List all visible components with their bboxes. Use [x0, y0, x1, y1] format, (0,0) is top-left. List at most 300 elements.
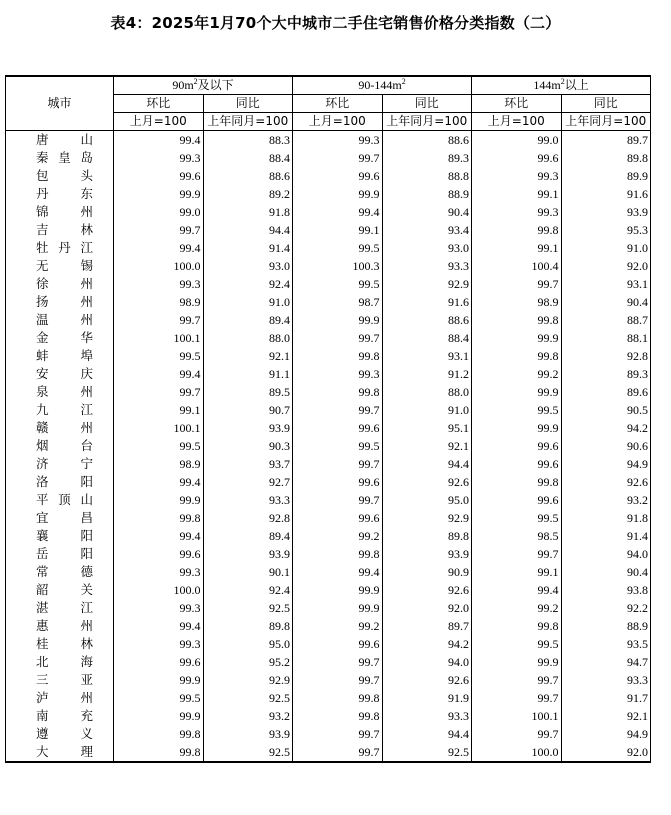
index-value-cell: 93.9 — [203, 419, 293, 437]
index-value-cell: 88.9 — [382, 185, 472, 203]
table-row — [6, 689, 651, 707]
index-value-cell: 90.1 — [203, 563, 293, 581]
index-value-cell: 99.8 — [472, 221, 562, 239]
table-row — [6, 149, 651, 167]
index-value-cell: 91.9 — [382, 689, 472, 707]
index-value-cell: 93.1 — [382, 347, 472, 365]
index-value-cell: 99.9 — [114, 491, 204, 509]
index-value-cell: 94.4 — [203, 221, 293, 239]
index-value-cell: 99.3 — [293, 365, 383, 383]
index-value-cell: 99.5 — [114, 437, 204, 455]
index-value-cell: 99.9 — [472, 383, 562, 401]
index-value-cell: 98.7 — [293, 293, 383, 311]
index-value-cell: 89.5 — [203, 383, 293, 401]
index-value-cell: 99.7 — [472, 275, 562, 293]
index-value-cell: 99.4 — [472, 581, 562, 599]
index-value-cell: 88.0 — [382, 383, 472, 401]
index-value-cell: 93.8 — [561, 581, 651, 599]
city-name-cell: 泸州 — [6, 689, 114, 707]
index-value-cell: 99.8 — [293, 545, 383, 563]
city-name-cell: 唐山 — [6, 131, 114, 150]
index-value-cell: 99.8 — [114, 725, 204, 743]
index-value-cell: 99.7 — [114, 383, 204, 401]
index-value-cell: 89.7 — [382, 617, 472, 635]
index-value-cell: 93.5 — [561, 635, 651, 653]
table-body — [6, 131, 651, 763]
index-value-cell: 92.0 — [382, 599, 472, 617]
city-name-cell: 桂林 — [6, 635, 114, 653]
index-value-cell: 92.6 — [382, 581, 472, 599]
index-value-cell: 89.2 — [203, 185, 293, 203]
index-value-cell: 99.2 — [472, 599, 562, 617]
index-value-cell: 99.9 — [293, 185, 383, 203]
table-row — [6, 635, 651, 653]
sub-header-yoy: 同比 — [561, 95, 651, 113]
index-value-cell: 100.0 — [472, 743, 562, 762]
index-value-cell: 99.6 — [472, 491, 562, 509]
table-row — [6, 293, 651, 311]
table-row — [6, 257, 651, 275]
index-value-cell: 100.0 — [114, 581, 204, 599]
index-value-cell: 95.1 — [382, 419, 472, 437]
index-value-cell: 94.7 — [561, 653, 651, 671]
table-header — [6, 76, 651, 131]
index-value-cell: 95.2 — [203, 653, 293, 671]
index-value-cell: 99.9 — [114, 185, 204, 203]
table-row — [6, 167, 651, 185]
index-value-cell: 88.9 — [561, 617, 651, 635]
index-value-cell: 93.4 — [382, 221, 472, 239]
index-value-cell: 88.4 — [382, 329, 472, 347]
index-value-cell: 99.2 — [293, 617, 383, 635]
index-value-cell: 99.4 — [114, 617, 204, 635]
index-value-cell: 99.5 — [293, 239, 383, 257]
index-value-cell: 93.3 — [382, 707, 472, 725]
index-value-cell: 100.1 — [114, 329, 204, 347]
index-value-cell: 93.3 — [561, 671, 651, 689]
index-value-cell: 91.8 — [561, 509, 651, 527]
index-value-cell: 99.6 — [472, 455, 562, 473]
index-value-cell: 99.6 — [293, 167, 383, 185]
index-value-cell: 94.2 — [382, 635, 472, 653]
index-value-cell: 99.9 — [472, 419, 562, 437]
index-value-cell: 90.4 — [561, 293, 651, 311]
index-value-cell: 99.8 — [293, 689, 383, 707]
index-value-cell: 89.4 — [203, 527, 293, 545]
index-value-cell: 99.5 — [293, 275, 383, 293]
index-value-cell: 90.7 — [203, 401, 293, 419]
table-row — [6, 185, 651, 203]
index-value-cell: 99.8 — [293, 347, 383, 365]
index-value-cell: 92.5 — [203, 599, 293, 617]
index-value-cell: 94.9 — [561, 725, 651, 743]
index-value-cell: 89.8 — [561, 149, 651, 167]
city-name-cell: 温州 — [6, 311, 114, 329]
index-value-cell: 99.9 — [293, 311, 383, 329]
table-row — [6, 455, 651, 473]
index-value-cell: 99.1 — [114, 401, 204, 419]
index-value-cell: 93.3 — [203, 491, 293, 509]
index-value-cell: 99.6 — [472, 149, 562, 167]
price-index-table — [5, 75, 651, 763]
index-value-cell: 92.5 — [382, 743, 472, 762]
city-name-cell: 济宁 — [6, 455, 114, 473]
index-value-cell: 99.7 — [472, 545, 562, 563]
index-value-cell: 91.6 — [561, 185, 651, 203]
index-value-cell: 94.4 — [382, 455, 472, 473]
index-value-cell: 99.8 — [114, 743, 204, 762]
index-value-cell: 98.9 — [472, 293, 562, 311]
index-value-cell: 88.8 — [382, 167, 472, 185]
index-value-cell: 93.0 — [382, 239, 472, 257]
index-value-cell: 98.9 — [114, 293, 204, 311]
index-value-cell: 99.3 — [114, 275, 204, 293]
index-value-cell: 88.7 — [561, 311, 651, 329]
city-name-cell: 包头 — [6, 167, 114, 185]
index-value-cell: 95.0 — [382, 491, 472, 509]
index-value-cell: 99.7 — [293, 743, 383, 762]
city-column-header: 城市 — [6, 76, 114, 131]
index-value-cell: 100.3 — [293, 257, 383, 275]
index-value-cell: 88.6 — [203, 167, 293, 185]
index-value-cell: 99.7 — [114, 311, 204, 329]
index-value-cell: 99.6 — [114, 545, 204, 563]
index-value-cell: 92.5 — [203, 743, 293, 762]
city-name-cell: 南充 — [6, 707, 114, 725]
city-name-cell: 宜昌 — [6, 509, 114, 527]
index-value-cell: 92.6 — [382, 671, 472, 689]
index-value-cell: 99.7 — [293, 725, 383, 743]
index-value-cell: 89.8 — [203, 617, 293, 635]
index-value-cell: 89.6 — [561, 383, 651, 401]
table-row — [6, 725, 651, 743]
index-value-cell: 89.3 — [561, 365, 651, 383]
index-value-cell: 99.0 — [472, 131, 562, 150]
index-value-cell: 91.4 — [561, 527, 651, 545]
index-value-cell: 100.0 — [114, 257, 204, 275]
index-value-cell: 99.7 — [293, 401, 383, 419]
city-name-cell: 扬州 — [6, 293, 114, 311]
index-value-cell: 99.4 — [293, 203, 383, 221]
index-value-cell: 92.8 — [561, 347, 651, 365]
index-value-cell: 99.4 — [114, 131, 204, 150]
index-value-cell: 92.4 — [203, 275, 293, 293]
index-value-cell: 99.7 — [293, 491, 383, 509]
table-row — [6, 419, 651, 437]
table-row — [6, 563, 651, 581]
table-row — [6, 491, 651, 509]
index-value-cell: 99.6 — [114, 167, 204, 185]
index-value-cell: 99.6 — [472, 437, 562, 455]
group-header-small: $90m^2$及以下 — [114, 76, 293, 95]
index-value-cell: 99.9 — [293, 581, 383, 599]
index-value-cell: 91.1 — [203, 365, 293, 383]
index-value-cell: 99.6 — [293, 419, 383, 437]
index-value-cell: 99.1 — [293, 221, 383, 239]
city-name-cell: 常德 — [6, 563, 114, 581]
index-value-cell: 99.9 — [472, 653, 562, 671]
city-name-cell: 九江 — [6, 401, 114, 419]
index-value-cell: 93.9 — [203, 725, 293, 743]
table-row — [6, 221, 651, 239]
index-value-cell: 91.7 — [561, 689, 651, 707]
index-value-cell: 99.1 — [472, 563, 562, 581]
table-row — [6, 671, 651, 689]
index-value-cell: 93.2 — [561, 491, 651, 509]
city-name-cell: 秦皇岛 — [6, 149, 114, 167]
index-value-cell: 92.6 — [561, 473, 651, 491]
sub-header-mom: 环比 — [114, 95, 204, 113]
index-value-cell: 91.0 — [561, 239, 651, 257]
table-row — [6, 329, 651, 347]
city-name-cell: 丹东 — [6, 185, 114, 203]
index-value-cell: 99.6 — [114, 653, 204, 671]
index-value-cell: 88.4 — [203, 149, 293, 167]
base-header-mom: 上月=100 — [114, 113, 204, 131]
index-value-cell: 91.4 — [203, 239, 293, 257]
index-value-cell: 99.3 — [472, 203, 562, 221]
index-value-cell: 99.7 — [293, 329, 383, 347]
table-row — [6, 311, 651, 329]
sub-header-yoy: 同比 — [382, 95, 472, 113]
table-row — [6, 743, 651, 762]
index-value-cell: 92.8 — [203, 509, 293, 527]
table-row — [6, 581, 651, 599]
index-value-cell: 95.0 — [203, 635, 293, 653]
index-value-cell: 99.4 — [114, 527, 204, 545]
index-value-cell: 94.0 — [382, 653, 472, 671]
index-value-cell: 99.4 — [114, 365, 204, 383]
index-value-cell: 98.5 — [472, 527, 562, 545]
index-value-cell: 91.6 — [382, 293, 472, 311]
index-value-cell: 99.8 — [472, 473, 562, 491]
city-name-cell: 韶关 — [6, 581, 114, 599]
table-row — [6, 617, 651, 635]
index-value-cell: 99.8 — [293, 707, 383, 725]
city-name-cell: 安庆 — [6, 365, 114, 383]
index-value-cell: 92.9 — [382, 275, 472, 293]
city-name-cell: 大理 — [6, 743, 114, 762]
base-header-yoy: 上年同月=100 — [203, 113, 293, 131]
city-name-cell: 岳阳 — [6, 545, 114, 563]
city-name-cell: 三亚 — [6, 671, 114, 689]
index-value-cell: 99.3 — [114, 635, 204, 653]
city-name-cell: 惠州 — [6, 617, 114, 635]
index-value-cell: 92.7 — [203, 473, 293, 491]
table-row — [6, 131, 651, 150]
index-value-cell: 99.7 — [472, 671, 562, 689]
index-value-cell: 99.3 — [472, 167, 562, 185]
city-name-cell: 北海 — [6, 653, 114, 671]
index-value-cell: 93.0 — [203, 257, 293, 275]
table-row — [6, 275, 651, 293]
index-value-cell: 99.6 — [293, 473, 383, 491]
base-header-yoy: 上年同月=100 — [561, 113, 651, 131]
index-value-cell: 94.9 — [561, 455, 651, 473]
index-value-cell: 99.3 — [293, 131, 383, 150]
index-value-cell: 91.2 — [382, 365, 472, 383]
index-value-cell: 91.0 — [382, 401, 472, 419]
index-value-cell: 92.2 — [561, 599, 651, 617]
index-value-cell: 99.3 — [114, 599, 204, 617]
index-value-cell: 91.0 — [203, 293, 293, 311]
index-value-cell: 88.6 — [382, 311, 472, 329]
page-title: 表4：2025年1月70个大中城市二手住宅销售价格分类指数（二） — [110, 14, 561, 32]
index-value-cell: 90.4 — [382, 203, 472, 221]
index-value-cell: 99.9 — [472, 329, 562, 347]
city-name-cell: 牡丹江 — [6, 239, 114, 257]
index-value-cell: 92.6 — [382, 473, 472, 491]
sub-header-mom: 环比 — [472, 95, 562, 113]
table-row — [6, 401, 651, 419]
index-value-cell: 89.3 — [382, 149, 472, 167]
index-value-cell: 93.1 — [561, 275, 651, 293]
table-row — [6, 203, 651, 221]
index-value-cell: 94.4 — [382, 725, 472, 743]
index-value-cell: 99.7 — [293, 653, 383, 671]
table-row — [6, 545, 651, 563]
table-row — [6, 509, 651, 527]
base-header-yoy: 上年同月=100 — [382, 113, 472, 131]
index-value-cell: 91.8 — [203, 203, 293, 221]
index-value-cell: 92.4 — [203, 581, 293, 599]
city-name-cell: 蚌埠 — [6, 347, 114, 365]
index-value-cell: 88.0 — [203, 329, 293, 347]
table-row — [6, 239, 651, 257]
city-name-cell: 烟台 — [6, 437, 114, 455]
index-value-cell: 99.4 — [293, 563, 383, 581]
index-value-cell: 93.2 — [203, 707, 293, 725]
city-name-cell: 吉林 — [6, 221, 114, 239]
index-value-cell: 89.8 — [382, 527, 472, 545]
index-value-cell: 99.7 — [472, 689, 562, 707]
index-value-cell: 99.5 — [293, 437, 383, 455]
sub-header-mom: 环比 — [293, 95, 383, 113]
header-row-groups — [6, 76, 651, 95]
index-value-cell: 99.9 — [114, 671, 204, 689]
index-value-cell: 99.2 — [293, 527, 383, 545]
base-header-mom: 上月=100 — [293, 113, 383, 131]
index-value-cell: 99.3 — [114, 149, 204, 167]
index-value-cell: 90.6 — [561, 437, 651, 455]
index-value-cell: 99.8 — [472, 617, 562, 635]
table-row — [6, 383, 651, 401]
index-value-cell: 94.0 — [561, 545, 651, 563]
index-value-cell: 93.7 — [203, 455, 293, 473]
table-row — [6, 599, 651, 617]
index-value-cell: 99.2 — [472, 365, 562, 383]
index-value-cell: 99.6 — [293, 509, 383, 527]
index-value-cell: 99.0 — [114, 203, 204, 221]
city-name-cell: 徐州 — [6, 275, 114, 293]
city-name-cell: 无锡 — [6, 257, 114, 275]
index-value-cell: 100.1 — [472, 707, 562, 725]
index-value-cell: 99.5 — [114, 347, 204, 365]
index-value-cell: 99.9 — [114, 707, 204, 725]
city-name-cell: 湛江 — [6, 599, 114, 617]
index-value-cell: 89.7 — [561, 131, 651, 150]
index-value-cell: 90.9 — [382, 563, 472, 581]
index-value-cell: 99.7 — [293, 671, 383, 689]
index-value-cell: 99.7 — [293, 455, 383, 473]
index-value-cell: 88.6 — [382, 131, 472, 150]
city-name-cell: 泉州 — [6, 383, 114, 401]
index-value-cell: 99.7 — [293, 149, 383, 167]
index-value-cell: 92.0 — [561, 257, 651, 275]
index-value-cell: 99.8 — [114, 509, 204, 527]
group-header-large: $144m^2$以上 — [472, 76, 651, 95]
index-value-cell: 92.5 — [203, 689, 293, 707]
city-name-cell: 遵义 — [6, 725, 114, 743]
index-value-cell: 99.7 — [114, 221, 204, 239]
index-value-cell: 90.5 — [561, 401, 651, 419]
index-value-cell: 99.3 — [114, 563, 204, 581]
city-name-cell: 洛阳 — [6, 473, 114, 491]
index-value-cell: 99.5 — [472, 509, 562, 527]
table-row — [6, 473, 651, 491]
city-name-cell: 襄阳 — [6, 527, 114, 545]
index-value-cell: 92.1 — [382, 437, 472, 455]
index-value-cell: 99.6 — [293, 635, 383, 653]
index-value-cell: 92.9 — [382, 509, 472, 527]
index-value-cell: 99.8 — [472, 347, 562, 365]
index-value-cell: 100.1 — [114, 419, 204, 437]
index-value-cell: 90.4 — [561, 563, 651, 581]
index-value-cell: 99.7 — [472, 725, 562, 743]
city-name-cell: 金华 — [6, 329, 114, 347]
index-value-cell: 99.9 — [293, 599, 383, 617]
index-value-cell: 99.8 — [472, 311, 562, 329]
price-index-table-container — [5, 75, 650, 763]
city-name-cell: 赣州 — [6, 419, 114, 437]
index-value-cell: 89.9 — [561, 167, 651, 185]
index-value-cell: 89.4 — [203, 311, 293, 329]
table-row — [6, 527, 651, 545]
index-value-cell: 99.4 — [114, 239, 204, 257]
index-value-cell: 99.5 — [472, 401, 562, 419]
index-value-cell: 100.4 — [472, 257, 562, 275]
index-value-cell: 92.1 — [203, 347, 293, 365]
table-row — [6, 365, 651, 383]
index-value-cell: 93.3 — [382, 257, 472, 275]
index-value-cell: 99.5 — [114, 689, 204, 707]
city-name-cell: 锦州 — [6, 203, 114, 221]
index-value-cell: 92.1 — [561, 707, 651, 725]
index-value-cell: 99.5 — [472, 635, 562, 653]
index-value-cell: 88.3 — [203, 131, 293, 150]
sub-header-yoy: 同比 — [203, 95, 293, 113]
index-value-cell: 99.4 — [114, 473, 204, 491]
index-value-cell: 99.8 — [293, 383, 383, 401]
index-value-cell: 88.1 — [561, 329, 651, 347]
group-header-medium: $90-144m^2$ — [293, 76, 472, 95]
table-row — [6, 437, 651, 455]
index-value-cell: 92.9 — [203, 671, 293, 689]
index-value-cell: 93.9 — [561, 203, 651, 221]
index-value-cell: 92.0 — [561, 743, 651, 762]
index-value-cell: 99.1 — [472, 239, 562, 257]
index-value-cell: 93.9 — [203, 545, 293, 563]
index-value-cell: 95.3 — [561, 221, 651, 239]
index-value-cell: 98.9 — [114, 455, 204, 473]
table-row — [6, 653, 651, 671]
table-row — [6, 347, 651, 365]
index-value-cell: 93.9 — [382, 545, 472, 563]
base-header-mom: 上月=100 — [472, 113, 562, 131]
index-value-cell: 94.2 — [561, 419, 651, 437]
index-value-cell: 99.1 — [472, 185, 562, 203]
index-value-cell: 90.3 — [203, 437, 293, 455]
